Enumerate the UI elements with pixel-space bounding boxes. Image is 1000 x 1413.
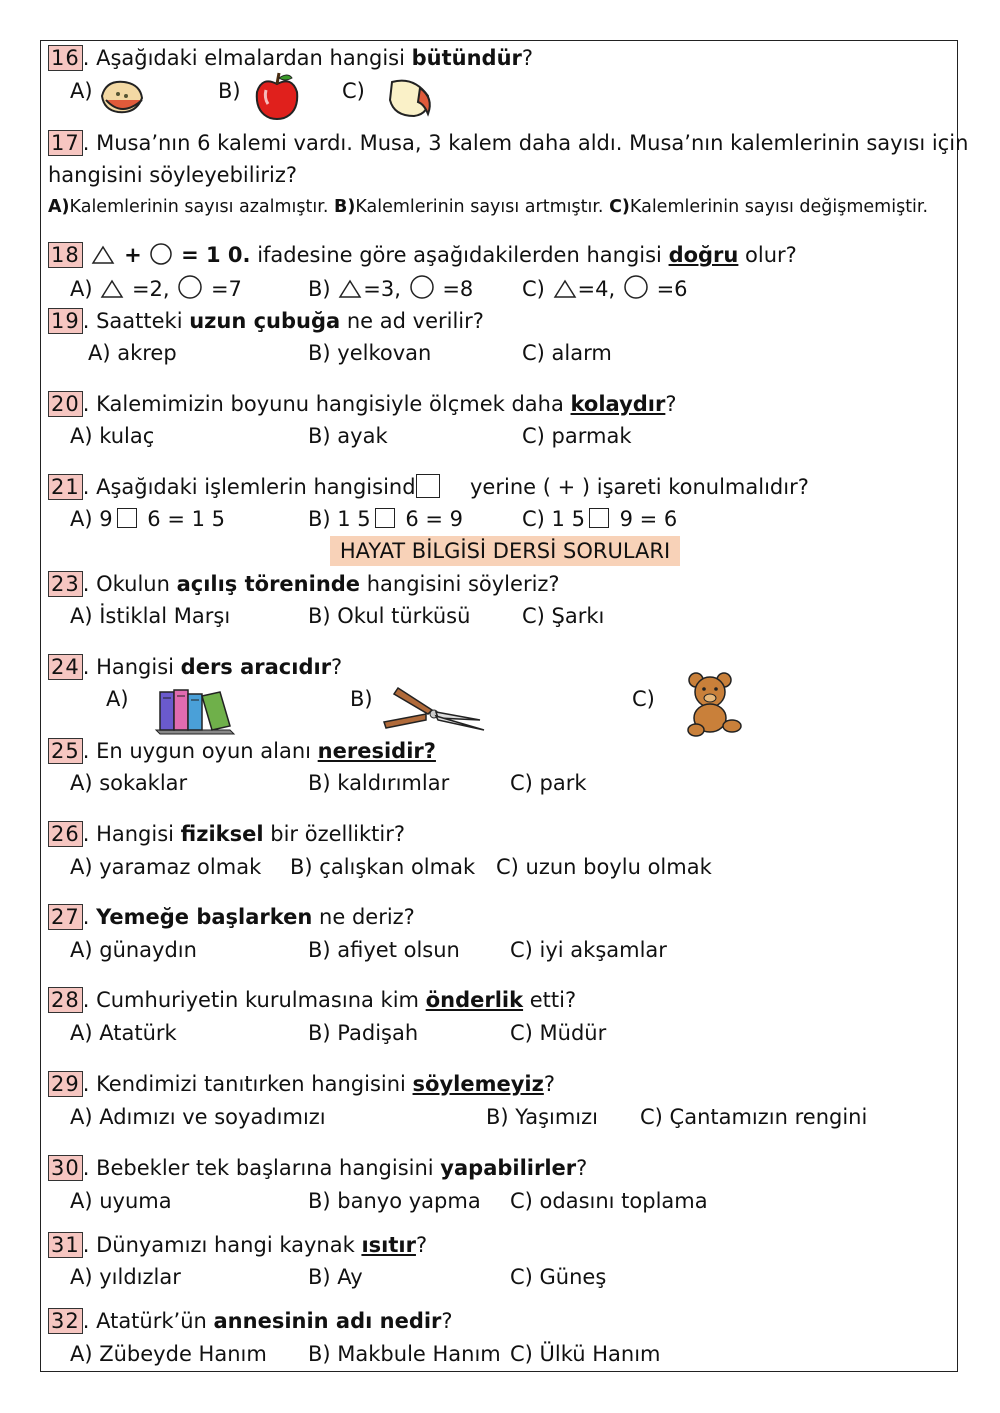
option-c[interactable]: C) odasını toplama bbox=[510, 1189, 708, 1213]
question-number: 23 bbox=[48, 571, 83, 597]
circle-icon bbox=[148, 242, 174, 266]
option-c[interactable]: C) Ülkü Hanım bbox=[510, 1342, 661, 1366]
pruning-shears-icon bbox=[380, 684, 488, 740]
books-icon bbox=[150, 684, 238, 736]
option-a[interactable]: A) bbox=[70, 79, 93, 103]
question-26: 26 . Hangisi fiziksel bir özelliktir? bbox=[48, 821, 405, 847]
option-a[interactable]: A) =2, =7 bbox=[70, 274, 242, 302]
option-a[interactable]: A) akrep bbox=[88, 341, 177, 365]
question-25: 25 . En uygun oyun alanı neresidir? bbox=[48, 738, 436, 764]
option-b[interactable]: B) afiyet olsun bbox=[308, 938, 460, 962]
option-b[interactable]: B) =3, =8 bbox=[308, 274, 473, 302]
option-b[interactable]: B) Okul türküsü bbox=[308, 604, 471, 628]
option-b[interactable]: B) bbox=[350, 687, 373, 711]
triangle-icon bbox=[552, 278, 578, 300]
question-17: 17 . Musa’nın 6 kalemi vardı. Musa, 3 kalem daha aldı. Musa’nın kalemlerinin sayısı için bbox=[48, 130, 968, 156]
option-b[interactable]: B) yelkovan bbox=[308, 341, 432, 365]
blank-box bbox=[416, 474, 440, 498]
question-32: 32 . Atatürk’ün annesinin adı nedir? bbox=[48, 1308, 453, 1334]
option-c[interactable]: C) Çantamızın rengini bbox=[640, 1105, 868, 1129]
question-number: 27 bbox=[48, 904, 83, 930]
option-a[interactable]: A) Zübeyde Hanım bbox=[70, 1342, 267, 1366]
question-19: 19 . Saatteki uzun çubuğa ne ad verilir? bbox=[48, 308, 484, 334]
question-21-text: yerine ( + ) işareti konulmalıdır? bbox=[470, 475, 809, 499]
option-a[interactable]: A) yıldızlar bbox=[70, 1265, 181, 1289]
option-a[interactable]: A)Kalemlerinin sayısı azalmıştır. bbox=[48, 197, 329, 217]
question-29: 29 . Kendimizi tanıtırken hangisini söylemeyiz? bbox=[48, 1071, 555, 1097]
option-a[interactable]: A) yaramaz olmak bbox=[70, 855, 262, 879]
teddy-bear-icon bbox=[682, 670, 746, 738]
option-a[interactable]: A) 9 6 = 1 5 bbox=[70, 507, 226, 531]
question-number: 26 bbox=[48, 821, 83, 847]
option-b[interactable]: B) ayak bbox=[308, 424, 388, 448]
triangle-icon bbox=[99, 278, 125, 300]
option-b[interactable]: B)Kalemlerinin sayısı artmıştır. bbox=[334, 197, 604, 217]
apple-slice-icon bbox=[384, 74, 438, 120]
option-a[interactable]: A) bbox=[106, 687, 129, 711]
whole-apple-icon bbox=[252, 70, 302, 122]
option-c[interactable]: C) alarm bbox=[522, 341, 612, 365]
question-number: 16 bbox=[48, 45, 83, 71]
option-b[interactable]: B) Yaşımızı bbox=[486, 1105, 599, 1129]
question-30: 30 . Bebekler tek başlarına hangisini yapabilirler? bbox=[48, 1155, 587, 1181]
option-c[interactable]: C) Güneş bbox=[510, 1265, 607, 1289]
question-number: 31 bbox=[48, 1232, 83, 1258]
option-b[interactable]: B) Ay bbox=[308, 1265, 363, 1289]
question-18: 18 + = 1 0. ifadesine göre aşağıdakilerden hangisi doğru olur? bbox=[48, 242, 797, 268]
question-20: 20 . Kalemimizin boyunu hangisiyle ölçmek daha kolaydır? bbox=[48, 391, 677, 417]
apple-half-icon bbox=[96, 74, 148, 118]
option-a[interactable]: A) uyuma bbox=[70, 1189, 172, 1213]
option-c[interactable]: C) parmak bbox=[522, 424, 632, 448]
question-16: 16 . Aşağıdaki elmalardan hangisi bütündür? bbox=[48, 45, 533, 71]
option-b[interactable]: B) kaldırımlar bbox=[308, 771, 450, 795]
question-number: 24 bbox=[48, 654, 83, 680]
circle-icon bbox=[622, 274, 650, 300]
option-c[interactable]: C) Müdür bbox=[510, 1021, 607, 1045]
option-a[interactable]: A) kulaç bbox=[70, 424, 155, 448]
question-number: 21 bbox=[48, 474, 83, 500]
option-c[interactable]: C) uzun boylu olmak bbox=[496, 855, 712, 879]
blank-box bbox=[117, 508, 137, 528]
option-a[interactable]: A) Adımızı ve soyadımızı bbox=[70, 1105, 326, 1129]
question-17-options bbox=[48, 194, 928, 220]
option-c[interactable]: C) =4, =6 bbox=[522, 274, 688, 302]
option-c[interactable]: C) 1 5 9 = 6 bbox=[522, 507, 678, 531]
blank-box bbox=[589, 508, 609, 528]
triangle-icon bbox=[337, 278, 363, 300]
question-24: 24 . Hangisi ders aracıdır? bbox=[48, 654, 342, 680]
question-17-line2: hangisini söyleyebiliriz? bbox=[48, 163, 298, 187]
option-c[interactable]: C) park bbox=[510, 771, 587, 795]
blank-box bbox=[375, 508, 395, 528]
option-c[interactable]: C)Kalemlerinin sayısı değişmemiştir. bbox=[609, 197, 929, 217]
question-number: 32 bbox=[48, 1308, 83, 1334]
question-number: 25 bbox=[48, 738, 83, 764]
option-b[interactable]: B) Padişah bbox=[308, 1021, 419, 1045]
question-number: 29 bbox=[48, 1071, 83, 1097]
question-31: 31 . Dünyamızı hangi kaynak ısıtır? bbox=[48, 1232, 427, 1258]
option-c[interactable]: C) bbox=[342, 79, 365, 103]
option-a[interactable]: A) günaydın bbox=[70, 938, 197, 962]
triangle-icon bbox=[89, 244, 117, 266]
question-number: 19 bbox=[48, 308, 83, 334]
option-a[interactable]: A) Atatürk bbox=[70, 1021, 177, 1045]
option-c[interactable]: C) iyi akşamlar bbox=[510, 938, 667, 962]
section-title: HAYAT BİLGİSİ DERSİ SORULARI bbox=[330, 536, 680, 566]
question-number: 30 bbox=[48, 1155, 83, 1181]
question-21: 21 . Aşağıdaki işlemlerin hangisind bbox=[48, 474, 440, 500]
question-number: 28 bbox=[48, 987, 83, 1013]
question-number: 17 bbox=[48, 130, 83, 156]
option-c[interactable]: C) Şarkı bbox=[522, 604, 605, 628]
option-b[interactable]: B) bbox=[218, 79, 241, 103]
question-number: 18 bbox=[48, 242, 83, 268]
question-23: 23 . Okulun açılış töreninde hangisini söyleriz? bbox=[48, 571, 560, 597]
option-c[interactable]: C) bbox=[632, 687, 655, 711]
question-number: 20 bbox=[48, 391, 83, 417]
option-b[interactable]: B) çalışkan olmak bbox=[290, 855, 476, 879]
option-b[interactable]: B) Makbule Hanım bbox=[308, 1342, 501, 1366]
option-a[interactable]: A) sokaklar bbox=[70, 771, 188, 795]
circle-icon bbox=[408, 274, 436, 300]
option-b[interactable]: B) banyo yapma bbox=[308, 1189, 481, 1213]
option-a[interactable]: A) İstiklal Marşı bbox=[70, 604, 231, 628]
question-28: 28 . Cumhuriyetin kurulmasına kim önderlik etti? bbox=[48, 987, 576, 1013]
question-27: 27 . Yemeğe başlarken ne deriz? bbox=[48, 904, 415, 930]
option-b[interactable]: B) 1 5 6 = 9 bbox=[308, 507, 464, 531]
circle-icon bbox=[176, 274, 204, 300]
